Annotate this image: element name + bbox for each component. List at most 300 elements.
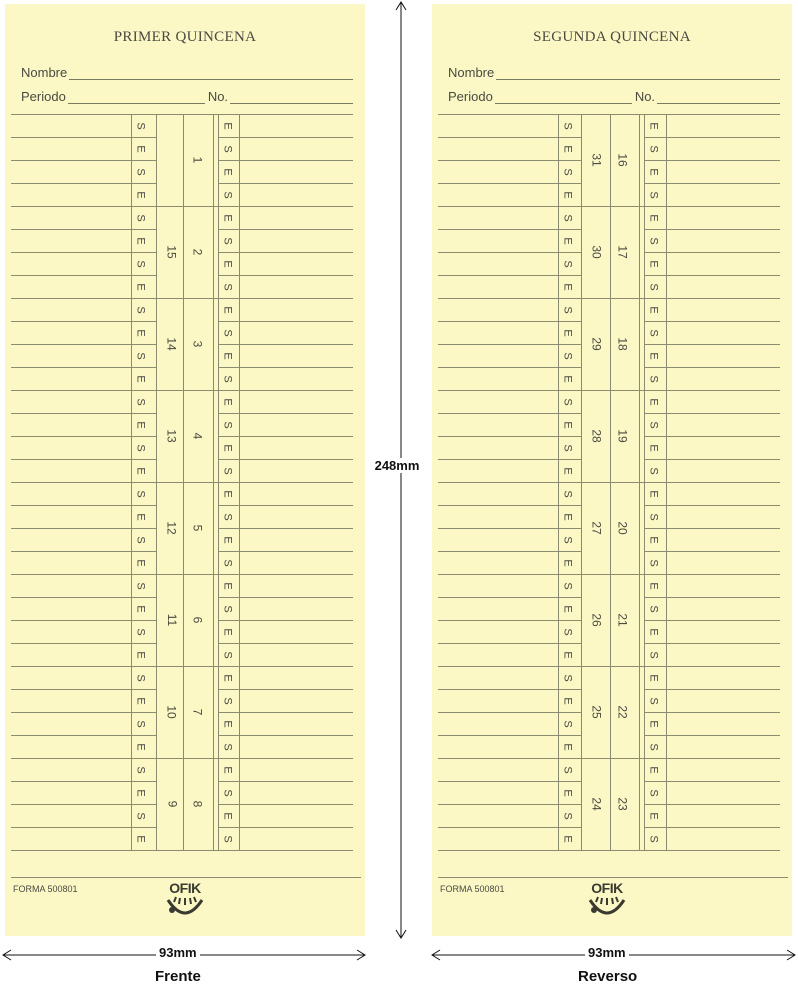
exit-letter: S xyxy=(222,374,234,383)
periodo-label: Periodo xyxy=(21,89,66,104)
entry-letter: S xyxy=(562,213,574,222)
exit-letter: E xyxy=(222,305,234,314)
row-rule xyxy=(239,252,353,253)
row-rule xyxy=(239,275,353,276)
exit-letter: S xyxy=(648,696,660,705)
row-rule xyxy=(438,827,558,828)
exit-letter: E xyxy=(648,167,660,176)
day-number: 16 xyxy=(615,153,630,167)
no-field[interactable] xyxy=(657,91,780,104)
row-rule xyxy=(11,597,131,598)
entry-letter: S xyxy=(135,535,147,544)
row-rule xyxy=(438,482,780,483)
entry-letter: E xyxy=(135,558,147,567)
column-rule xyxy=(156,114,157,850)
entry-letter: S xyxy=(135,489,147,498)
day-number: 2 xyxy=(190,248,204,256)
entry-letter: E xyxy=(562,558,574,567)
front-width-label: 93mm xyxy=(156,945,200,960)
exit-letter: E xyxy=(648,489,660,498)
entry-letter: E xyxy=(562,190,574,199)
day-number: 26 xyxy=(589,613,604,627)
day-number: 12 xyxy=(164,521,179,535)
exit-letter: S xyxy=(648,834,660,843)
day-number: 9 xyxy=(165,800,179,808)
no-label: No. xyxy=(634,89,656,104)
entry-letter: E xyxy=(562,420,574,429)
row-rule xyxy=(438,229,558,230)
entry-letter: E xyxy=(135,604,147,613)
exit-letter: E xyxy=(648,351,660,360)
row-rule xyxy=(11,666,353,667)
row-rule xyxy=(11,850,353,851)
row-rule xyxy=(239,712,353,713)
day-number: 17 xyxy=(615,245,630,259)
column-rule xyxy=(213,114,214,850)
periodo-field[interactable] xyxy=(68,91,205,104)
exit-letter: E xyxy=(648,397,660,406)
entry-letter: S xyxy=(135,351,147,360)
no-label: No. xyxy=(207,89,229,104)
row-rule xyxy=(666,528,780,529)
row-rule xyxy=(11,344,131,345)
brand-name: OFIK xyxy=(591,880,623,896)
entry-letter: E xyxy=(135,650,147,659)
day-number: 3 xyxy=(190,340,204,348)
row-rule xyxy=(239,505,353,506)
card-title: SEGUNDA QUINCENA xyxy=(533,29,691,45)
row-rule xyxy=(666,137,780,138)
exit-letter: S xyxy=(648,788,660,797)
row-rule xyxy=(438,781,558,782)
row-rule xyxy=(666,551,780,552)
exit-letter: E xyxy=(648,259,660,268)
entry-letter: E xyxy=(135,834,147,843)
exit-letter: S xyxy=(222,282,234,291)
exit-letter: E xyxy=(648,535,660,544)
row-rule xyxy=(11,137,131,138)
exit-letter: E xyxy=(222,397,234,406)
row-rule xyxy=(666,827,780,828)
column-rule xyxy=(581,114,582,850)
time-grid xyxy=(438,114,780,858)
exit-letter: E xyxy=(222,259,234,268)
row-rule xyxy=(666,781,780,782)
row-rule xyxy=(239,827,353,828)
entry-letter: S xyxy=(562,581,574,590)
row-rule xyxy=(11,551,131,552)
exit-letter: E xyxy=(222,489,234,498)
exit-letter: E xyxy=(648,719,660,728)
row-rule xyxy=(666,643,780,644)
no-field[interactable] xyxy=(230,91,353,104)
exit-letter: S xyxy=(222,788,234,797)
ofik-logo xyxy=(582,880,632,926)
exit-letter: S xyxy=(648,604,660,613)
brand-emblem-icon xyxy=(160,896,210,924)
row-rule xyxy=(438,620,558,621)
row-rule xyxy=(438,505,558,506)
column-rule xyxy=(610,114,611,850)
exit-letter: S xyxy=(222,236,234,245)
exit-letter: E xyxy=(222,581,234,590)
row-rule xyxy=(438,528,558,529)
exit-letter: E xyxy=(222,765,234,774)
entry-letter: E xyxy=(135,374,147,383)
row-rule xyxy=(239,229,353,230)
entry-letter: S xyxy=(562,673,574,682)
entry-letter: E xyxy=(135,282,147,291)
exit-letter: S xyxy=(222,144,234,153)
row-rule xyxy=(239,804,353,805)
row-rule xyxy=(438,252,558,253)
exit-letter: E xyxy=(648,213,660,222)
exit-letter: E xyxy=(222,535,234,544)
row-rule xyxy=(11,275,131,276)
entry-letter: E xyxy=(562,512,574,521)
entry-letter: S xyxy=(135,673,147,682)
row-rule xyxy=(438,298,780,299)
entry-letter: E xyxy=(562,374,574,383)
nombre-label: Nombre xyxy=(21,65,68,80)
front-card xyxy=(5,4,365,936)
row-rule xyxy=(438,666,780,667)
row-rule xyxy=(666,436,780,437)
entry-letter: S xyxy=(135,397,147,406)
row-rule xyxy=(438,160,558,161)
entry-letter: E xyxy=(135,742,147,751)
row-rule xyxy=(239,344,353,345)
entry-letter: E xyxy=(135,190,147,199)
day-number: 23 xyxy=(615,797,630,811)
entry-letter: E xyxy=(562,144,574,153)
exit-letter: S xyxy=(648,558,660,567)
day-number: 22 xyxy=(615,705,630,719)
entry-letter: E xyxy=(562,834,574,843)
row-rule xyxy=(11,183,131,184)
day-number: 20 xyxy=(615,521,630,535)
entry-letter: S xyxy=(562,351,574,360)
row-rule xyxy=(239,735,353,736)
day-number: 19 xyxy=(615,429,630,443)
exit-letter: E xyxy=(222,811,234,820)
row-rule xyxy=(11,827,131,828)
form-number: FORMA 500801 xyxy=(13,884,78,894)
exit-letter: E xyxy=(648,627,660,636)
entry-letter: S xyxy=(135,719,147,728)
exit-letter: S xyxy=(648,236,660,245)
entry-letter: E xyxy=(562,328,574,337)
exit-letter: S xyxy=(648,374,660,383)
row-rule xyxy=(438,597,558,598)
row-rule xyxy=(438,436,558,437)
day-number: 31 xyxy=(589,153,604,167)
day-number: 7 xyxy=(190,708,204,716)
entry-letter: E xyxy=(562,696,574,705)
row-rule xyxy=(666,620,780,621)
brand-name: OFIK xyxy=(169,880,201,896)
entry-letter: S xyxy=(135,627,147,636)
row-rule xyxy=(666,275,780,276)
row-rule xyxy=(239,643,353,644)
exit-letter: S xyxy=(222,420,234,429)
row-rule xyxy=(239,436,353,437)
row-rule xyxy=(239,413,353,414)
exit-letter: E xyxy=(648,581,660,590)
day-number: 4 xyxy=(190,432,204,440)
exit-letter: S xyxy=(222,328,234,337)
exit-letter: S xyxy=(648,742,660,751)
front-side-label: Frente xyxy=(155,968,201,985)
exit-letter: E xyxy=(648,443,660,452)
row-rule xyxy=(11,160,131,161)
row-rule xyxy=(239,597,353,598)
nombre-field[interactable] xyxy=(496,67,780,80)
entry-letter: E xyxy=(135,696,147,705)
entry-letter: E xyxy=(562,742,574,751)
exit-letter: S xyxy=(648,328,660,337)
entry-letter: S xyxy=(562,259,574,268)
day-number: 21 xyxy=(615,613,630,627)
day-number: 29 xyxy=(589,337,604,351)
entry-letter: S xyxy=(135,305,147,314)
row-rule xyxy=(666,689,780,690)
exit-letter: E xyxy=(648,765,660,774)
entry-letter: E xyxy=(562,236,574,245)
entry-letter: S xyxy=(562,719,574,728)
column-rule xyxy=(639,114,640,850)
row-rule xyxy=(11,436,131,437)
exit-letter: S xyxy=(222,834,234,843)
row-rule xyxy=(438,689,558,690)
day-number: 27 xyxy=(589,521,604,535)
entry-letter: S xyxy=(562,811,574,820)
row-rule xyxy=(11,298,353,299)
row-rule xyxy=(438,275,558,276)
day-number: 28 xyxy=(589,429,604,443)
row-rule xyxy=(438,735,558,736)
day-number: 11 xyxy=(165,613,179,627)
exit-letter: S xyxy=(648,650,660,659)
exit-letter: S xyxy=(222,742,234,751)
entry-letter: E xyxy=(135,144,147,153)
exit-letter: E xyxy=(648,811,660,820)
exit-letter: E xyxy=(222,121,234,130)
back-width-label: 93mm xyxy=(585,945,629,960)
row-rule xyxy=(438,643,558,644)
entry-letter: S xyxy=(135,581,147,590)
periodo-label: Periodo xyxy=(448,89,493,104)
entry-letter: S xyxy=(562,627,574,636)
day-number: 13 xyxy=(164,429,179,443)
row-rule xyxy=(11,758,353,759)
exit-letter: E xyxy=(648,121,660,130)
row-rule xyxy=(438,183,558,184)
row-rule xyxy=(11,390,353,391)
exit-letter: S xyxy=(648,190,660,199)
entry-letter: S xyxy=(135,765,147,774)
brand-emblem-icon xyxy=(582,896,632,924)
row-rule xyxy=(438,758,780,759)
divider xyxy=(438,877,788,878)
periodo-row xyxy=(448,88,780,104)
exit-letter: S xyxy=(222,190,234,199)
periodo-field[interactable] xyxy=(495,91,632,104)
entry-letter: E xyxy=(562,650,574,659)
row-rule xyxy=(11,229,131,230)
exit-letter: S xyxy=(648,282,660,291)
day-number: 8 xyxy=(190,800,204,808)
exit-letter: S xyxy=(648,420,660,429)
entry-letter: S xyxy=(135,213,147,222)
back-side-label: Reverso xyxy=(578,968,638,985)
exit-letter: S xyxy=(222,466,234,475)
row-rule xyxy=(666,321,780,322)
row-rule xyxy=(666,229,780,230)
row-rule xyxy=(11,321,131,322)
time-grid xyxy=(11,114,353,858)
row-rule xyxy=(438,367,558,368)
row-rule xyxy=(11,620,131,621)
row-rule xyxy=(239,551,353,552)
exit-letter: E xyxy=(222,167,234,176)
entry-letter: E xyxy=(562,282,574,291)
exit-letter: S xyxy=(648,512,660,521)
row-rule xyxy=(11,367,131,368)
row-rule xyxy=(438,114,780,115)
row-rule xyxy=(438,850,780,851)
exit-letter: E xyxy=(648,673,660,682)
row-rule xyxy=(438,206,780,207)
card-title: PRIMER QUINCENA xyxy=(113,29,257,45)
row-rule xyxy=(11,574,353,575)
day-number: 1 xyxy=(190,156,204,164)
entry-letter: S xyxy=(562,443,574,452)
row-rule xyxy=(438,344,558,345)
ofik-logo xyxy=(160,880,210,926)
height-dimension-label: 248mm xyxy=(365,458,429,473)
entry-letter: E xyxy=(562,604,574,613)
row-rule xyxy=(11,413,131,414)
row-rule xyxy=(666,597,780,598)
row-rule xyxy=(438,712,558,713)
nombre-field[interactable] xyxy=(69,67,353,80)
row-rule xyxy=(239,528,353,529)
row-rule xyxy=(666,505,780,506)
entry-letter: E xyxy=(135,420,147,429)
column-rule xyxy=(239,114,240,850)
row-rule xyxy=(438,390,780,391)
row-rule xyxy=(11,114,353,115)
row-rule xyxy=(666,160,780,161)
entry-letter: E xyxy=(135,466,147,475)
row-rule xyxy=(11,689,131,690)
row-rule xyxy=(239,620,353,621)
exit-letter: S xyxy=(222,512,234,521)
day-number: 14 xyxy=(164,337,179,351)
row-rule xyxy=(438,459,558,460)
row-rule xyxy=(239,689,353,690)
day-number: 15 xyxy=(164,245,179,259)
exit-letter: E xyxy=(222,673,234,682)
exit-letter: E xyxy=(222,719,234,728)
row-rule xyxy=(239,781,353,782)
row-rule xyxy=(11,252,131,253)
row-rule xyxy=(239,321,353,322)
day-number: 25 xyxy=(589,705,604,719)
row-rule xyxy=(11,804,131,805)
entry-letter: E xyxy=(562,788,574,797)
row-rule xyxy=(438,551,558,552)
row-rule xyxy=(438,321,558,322)
column-rule xyxy=(666,114,667,850)
day-number: 30 xyxy=(589,245,604,259)
row-rule xyxy=(666,367,780,368)
exit-letter: E xyxy=(222,351,234,360)
entry-letter: S xyxy=(562,397,574,406)
entry-letter: S xyxy=(562,121,574,130)
column-rule xyxy=(183,114,184,850)
row-rule xyxy=(666,712,780,713)
exit-letter: S xyxy=(222,650,234,659)
entry-letter: S xyxy=(562,167,574,176)
exit-letter: S xyxy=(222,604,234,613)
row-rule xyxy=(239,137,353,138)
exit-letter: E xyxy=(222,213,234,222)
entry-letter: E xyxy=(135,236,147,245)
day-number: 10 xyxy=(164,705,179,719)
row-rule xyxy=(239,367,353,368)
row-rule xyxy=(438,413,558,414)
row-rule xyxy=(11,643,131,644)
row-rule xyxy=(11,781,131,782)
day-number: 18 xyxy=(615,337,630,351)
entry-letter: S xyxy=(562,765,574,774)
row-rule xyxy=(11,482,353,483)
exit-letter: E xyxy=(648,305,660,314)
row-rule xyxy=(666,252,780,253)
nombre-row xyxy=(21,64,353,80)
exit-letter: S xyxy=(648,144,660,153)
entry-letter: S xyxy=(135,811,147,820)
divider xyxy=(11,877,361,878)
row-rule xyxy=(11,712,131,713)
back-card xyxy=(432,4,792,936)
row-rule xyxy=(666,735,780,736)
entry-letter: S xyxy=(562,489,574,498)
form-number: FORMA 500801 xyxy=(440,884,505,894)
row-rule xyxy=(666,459,780,460)
row-rule xyxy=(666,183,780,184)
row-rule xyxy=(438,137,558,138)
row-rule xyxy=(438,574,780,575)
entry-letter: S xyxy=(562,535,574,544)
day-number: 6 xyxy=(190,616,204,624)
entry-letter: E xyxy=(562,466,574,475)
day-number: 24 xyxy=(589,797,604,811)
row-rule xyxy=(239,183,353,184)
entry-letter: E xyxy=(135,788,147,797)
periodo-row xyxy=(21,88,353,104)
row-rule xyxy=(11,206,353,207)
exit-letter: E xyxy=(222,627,234,636)
row-rule xyxy=(666,413,780,414)
row-rule xyxy=(239,459,353,460)
entry-letter: E xyxy=(135,512,147,521)
exit-letter: E xyxy=(222,443,234,452)
row-rule xyxy=(438,804,558,805)
entry-letter: S xyxy=(135,443,147,452)
